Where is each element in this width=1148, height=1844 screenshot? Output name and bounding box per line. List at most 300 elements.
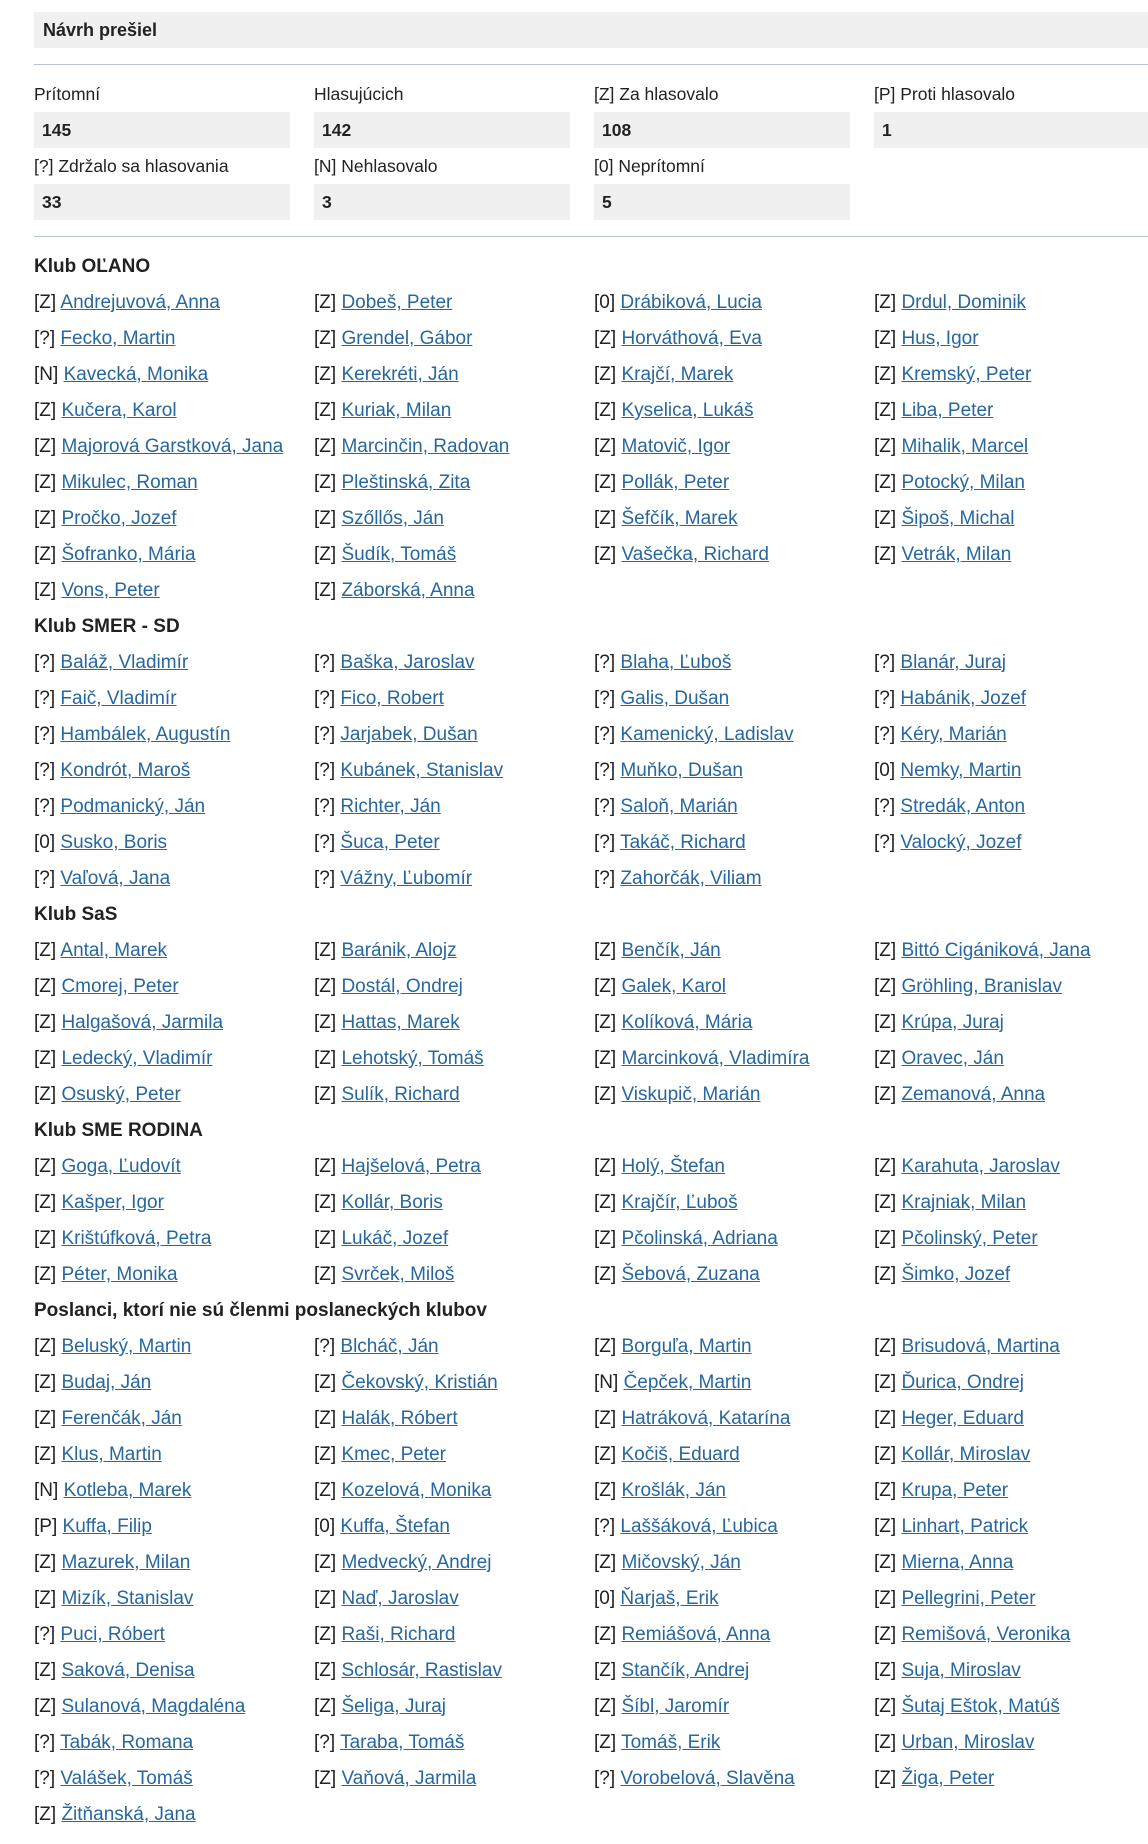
- member-link[interactable]: Potocký, Milan: [901, 472, 1025, 493]
- vote-code: [?]: [314, 688, 336, 709]
- member-link[interactable]: Záborská, Anna: [341, 580, 475, 601]
- vote-code: [Z]: [314, 436, 337, 457]
- member-entry: [594, 1443, 740, 1467]
- member-entry: [314, 1623, 456, 1647]
- stat-label: [Z] Za hlasovalo: [594, 84, 719, 104]
- vote-code: [?]: [594, 832, 616, 853]
- member-entry: [34, 867, 170, 891]
- member-entry: [314, 435, 509, 459]
- member-link[interactable]: Kollár, Boris: [341, 1192, 443, 1213]
- member-entry: [874, 1155, 1060, 1179]
- divider-stats: [34, 236, 1148, 237]
- member-entry: [874, 1011, 1004, 1035]
- member-link[interactable]: Drábiková, Lucia: [620, 292, 762, 313]
- member-link[interactable]: Bittó Cigániková, Jana: [901, 940, 1091, 961]
- member-link[interactable]: Taraba, Tomáš: [340, 1732, 465, 1753]
- member-link[interactable]: Ferenčák, Ján: [61, 1408, 182, 1429]
- member-link[interactable]: Čekovský, Kristián: [341, 1372, 498, 1393]
- vote-code: [?]: [34, 652, 56, 673]
- vote-code: [0]: [594, 292, 616, 313]
- member-entry: [594, 759, 743, 783]
- member-link[interactable]: Žitňanská, Jana: [61, 1804, 196, 1825]
- member-link[interactable]: Vážny, Ľubomír: [340, 868, 473, 889]
- vote-code: [0]: [594, 1588, 616, 1609]
- vote-code: [Z]: [314, 940, 337, 961]
- vote-code: [?]: [34, 1732, 56, 1753]
- vote-code: [Z]: [594, 400, 617, 421]
- member-entry: [594, 1011, 752, 1035]
- member-link[interactable]: Vorobelová, Slavěna: [620, 1768, 795, 1789]
- member-entry: [594, 651, 731, 675]
- stat-label: [0] Neprítomní: [594, 156, 705, 176]
- vote-code: [?]: [34, 1768, 56, 1789]
- vote-code: [N]: [34, 364, 59, 385]
- member-entry: [314, 1695, 446, 1719]
- stat-value: 5: [594, 184, 850, 220]
- member-link[interactable]: Klus, Martin: [61, 1444, 162, 1465]
- member-entry: [34, 1155, 181, 1179]
- vote-code: [Z]: [594, 328, 617, 349]
- member-link[interactable]: Blcháč, Ján: [340, 1336, 439, 1357]
- vote-code: [Z]: [874, 544, 897, 565]
- vote-code: [Z]: [314, 364, 337, 385]
- member-entry: [874, 507, 1014, 531]
- member-link[interactable]: Pleštinská, Zita: [341, 472, 471, 493]
- member-link[interactable]: Kozelová, Monika: [341, 1480, 492, 1501]
- vote-code: [0]: [34, 832, 56, 853]
- member-entry: [314, 831, 440, 855]
- vote-code: [Z]: [874, 1012, 897, 1033]
- member-link[interactable]: Krupa, Peter: [901, 1480, 1009, 1501]
- member-link[interactable]: Kavecká, Monika: [63, 364, 209, 385]
- member-link[interactable]: Faič, Vladimír: [60, 688, 177, 709]
- member-link[interactable]: Šipoš, Michal: [901, 508, 1015, 529]
- member-link[interactable]: Szőllős, Ján: [341, 508, 444, 529]
- member-entry: [34, 1479, 191, 1503]
- member-link[interactable]: Sulík, Richard: [341, 1084, 460, 1105]
- vote-code: [?]: [34, 868, 56, 889]
- vote-code: [?]: [34, 796, 56, 817]
- member-link[interactable]: Valocký, Jozef: [900, 832, 1022, 853]
- vote-code: [Z]: [874, 976, 897, 997]
- vote-code: [Z]: [314, 1372, 337, 1393]
- member-link[interactable]: Zahorčák, Viliam: [620, 868, 762, 889]
- member-link[interactable]: Suja, Miroslav: [901, 1660, 1021, 1681]
- vote-code: [Z]: [314, 1624, 337, 1645]
- vote-code: [Z]: [314, 472, 337, 493]
- member-link[interactable]: Mazurek, Milan: [61, 1552, 191, 1573]
- member-entry: [34, 687, 177, 711]
- member-link[interactable]: Kyselica, Lukáš: [621, 400, 754, 421]
- member-link[interactable]: Krištúfková, Petra: [61, 1228, 212, 1249]
- member-link[interactable]: Kuriak, Milan: [341, 400, 452, 421]
- member-link[interactable]: Tomáš, Erik: [621, 1732, 721, 1753]
- member-entry: [314, 1587, 459, 1611]
- vote-code: [Z]: [314, 292, 337, 313]
- member-link[interactable]: Nemky, Martin: [900, 760, 1022, 781]
- vote-code: [Z]: [874, 1156, 897, 1177]
- vote-code: [Z]: [34, 1408, 57, 1429]
- member-link[interactable]: Beluský, Martin: [61, 1336, 192, 1357]
- member-entry: [314, 1263, 454, 1287]
- member-link[interactable]: Kubánek, Stanislav: [340, 760, 504, 781]
- member-entry: [874, 1515, 1028, 1539]
- vote-code: [Z]: [314, 544, 337, 565]
- member-entry: [314, 1083, 460, 1107]
- vote-code: [?]: [874, 652, 896, 673]
- member-entry: [594, 399, 753, 423]
- member-link[interactable]: Holý, Štefan: [621, 1156, 725, 1177]
- vote-code: [?]: [594, 1516, 616, 1537]
- member-link[interactable]: Osuský, Peter: [61, 1084, 181, 1105]
- member-entry: [314, 1155, 481, 1179]
- member-link[interactable]: Šofranko, Mária: [61, 544, 196, 565]
- member-link[interactable]: Vašečka, Richard: [621, 544, 769, 565]
- member-link[interactable]: Andrejuvová, Anna: [60, 292, 220, 313]
- member-link[interactable]: Šefčík, Marek: [621, 508, 738, 529]
- member-link[interactable]: Pčolinský, Peter: [901, 1228, 1038, 1249]
- vote-code: [Z]: [314, 1552, 337, 1573]
- member-link[interactable]: Kašper, Igor: [61, 1192, 164, 1213]
- member-entry: [34, 579, 160, 603]
- stat-label: [P] Proti hlasovalo: [874, 84, 1016, 104]
- member-link[interactable]: Krajčír, Ľuboš: [621, 1192, 738, 1213]
- member-entry: [314, 1011, 460, 1035]
- member-entry: [594, 1479, 726, 1503]
- member-link[interactable]: Ďurica, Ondrej: [901, 1372, 1024, 1393]
- member-link[interactable]: Drdul, Dominik: [901, 292, 1027, 313]
- member-link[interactable]: Marcinková, Vladimíra: [621, 1048, 810, 1069]
- member-link[interactable]: Majorová Garstková, Jana: [61, 436, 284, 457]
- member-link[interactable]: Takáč, Richard: [620, 832, 746, 853]
- member-link[interactable]: Kotleba, Marek: [63, 1480, 192, 1501]
- member-link[interactable]: Zemanová, Anna: [901, 1084, 1046, 1105]
- member-entry: [874, 1659, 1021, 1683]
- member-entry: [594, 1551, 741, 1575]
- member-entry: [874, 471, 1025, 495]
- vote-code: [Z]: [874, 1552, 897, 1573]
- stat-value: 33: [34, 184, 290, 220]
- member-link[interactable]: Mihalik, Marcel: [901, 436, 1029, 457]
- member-link[interactable]: Žiga, Peter: [901, 1768, 995, 1789]
- member-entry: [314, 687, 444, 711]
- member-link[interactable]: Saloň, Marián: [620, 796, 738, 817]
- member-entry: [874, 651, 1006, 675]
- member-link[interactable]: Lukáč, Jozef: [341, 1228, 449, 1249]
- member-link[interactable]: Svrček, Miloš: [341, 1264, 455, 1285]
- member-entry: [314, 507, 444, 531]
- club-title: Klub SME RODINA: [34, 1120, 203, 1141]
- member-entry: [34, 1047, 212, 1071]
- member-link[interactable]: Oravec, Ján: [901, 1048, 1004, 1069]
- member-link[interactable]: Halgašová, Jarmila: [61, 1012, 224, 1033]
- vote-code: [?]: [34, 724, 56, 745]
- member-link[interactable]: Kollár, Miroslav: [901, 1444, 1031, 1465]
- vote-code: [Z]: [874, 1480, 897, 1501]
- member-link[interactable]: Antal, Marek: [60, 940, 168, 961]
- member-link[interactable]: Pročko, Jozef: [61, 508, 177, 529]
- member-entry: [594, 687, 729, 711]
- member-link[interactable]: Lehotský, Tomáš: [341, 1048, 484, 1069]
- vote-code: [Z]: [34, 436, 57, 457]
- member-entry: [874, 1443, 1030, 1467]
- member-entry: [594, 795, 738, 819]
- vote-code: [Z]: [314, 1660, 337, 1681]
- member-link[interactable]: Blanár, Juraj: [900, 652, 1007, 673]
- vote-code: [Z]: [34, 544, 57, 565]
- member-link[interactable]: Tabák, Romana: [60, 1732, 194, 1753]
- member-link[interactable]: Hattas, Marek: [341, 1012, 460, 1033]
- member-link[interactable]: Šuca, Peter: [340, 832, 440, 853]
- member-entry: [874, 543, 1011, 567]
- member-entry: [314, 1515, 450, 1539]
- member-entry: [594, 831, 746, 855]
- member-link[interactable]: Halák, Róbert: [341, 1408, 458, 1429]
- vote-code: [Z]: [874, 364, 897, 385]
- member-entry: [314, 1767, 476, 1791]
- member-entry: [594, 1731, 720, 1755]
- member-link[interactable]: Pollák, Peter: [621, 472, 730, 493]
- vote-code: [?]: [874, 724, 896, 745]
- member-entry: [314, 1407, 458, 1431]
- member-entry: [874, 795, 1025, 819]
- member-link[interactable]: Gröhling, Branislav: [901, 976, 1062, 997]
- member-link[interactable]: Fecko, Martin: [60, 328, 176, 349]
- member-link[interactable]: Kondrót, Maroš: [60, 760, 191, 781]
- member-link[interactable]: Krajčí, Marek: [621, 364, 734, 385]
- member-entry: [314, 1191, 443, 1215]
- vote-code: [?]: [594, 760, 616, 781]
- member-link[interactable]: Cmorej, Peter: [61, 976, 179, 997]
- member-link[interactable]: Podmanický, Ján: [60, 796, 206, 817]
- member-link[interactable]: Šebová, Zuzana: [621, 1264, 760, 1285]
- member-link[interactable]: Mičovský, Ján: [621, 1552, 741, 1573]
- member-link[interactable]: Kéry, Marián: [900, 724, 1007, 745]
- member-entry: [34, 435, 283, 459]
- member-entry: [314, 1227, 448, 1251]
- member-link[interactable]: Remiášová, Anna: [621, 1624, 771, 1645]
- vote-code: [Z]: [594, 508, 617, 529]
- member-link[interactable]: Baránik, Alojz: [341, 940, 457, 961]
- member-entry: [34, 1803, 196, 1827]
- member-link[interactable]: Laššáková, Ľubica: [620, 1516, 778, 1537]
- divider-top: [34, 64, 1148, 65]
- member-entry: [34, 1731, 193, 1755]
- member-entry: [34, 831, 167, 855]
- vote-code: [Z]: [314, 1228, 337, 1249]
- member-link[interactable]: Hatráková, Katarína: [621, 1408, 791, 1429]
- member-entry: [594, 1623, 770, 1647]
- vote-code: [Z]: [594, 1084, 617, 1105]
- member-link[interactable]: Susko, Boris: [60, 832, 168, 853]
- member-link[interactable]: Stredák, Anton: [900, 796, 1026, 817]
- member-link[interactable]: Krúpa, Juraj: [901, 1012, 1004, 1033]
- member-link[interactable]: Kolíková, Mária: [621, 1012, 753, 1033]
- member-link[interactable]: Šudík, Tomáš: [341, 544, 457, 565]
- member-link[interactable]: Baláž, Vladimír: [60, 652, 189, 673]
- member-link[interactable]: Ledecký, Vladimír: [61, 1048, 213, 1069]
- member-link[interactable]: Blaha, Ľuboš: [620, 652, 732, 673]
- member-link[interactable]: Vetrák, Milan: [901, 544, 1012, 565]
- vote-code: [Z]: [874, 1336, 897, 1357]
- member-link[interactable]: Brisudová, Martina: [901, 1336, 1060, 1357]
- stat-label: Prítomní: [34, 84, 101, 104]
- member-link[interactable]: Hambálek, Augustín: [60, 724, 231, 745]
- member-link[interactable]: Viskupič, Marián: [621, 1084, 761, 1105]
- member-link[interactable]: Mizík, Stanislav: [61, 1588, 194, 1609]
- vote-code: [Z]: [314, 1084, 337, 1105]
- club-title: Klub SaS: [34, 904, 118, 925]
- member-link[interactable]: Šíbl, Jaromír: [621, 1696, 730, 1717]
- member-link[interactable]: Vaľová, Jana: [60, 868, 171, 889]
- member-link[interactable]: Šutaj Eštok, Matúš: [901, 1696, 1060, 1717]
- vote-code: [?]: [314, 760, 336, 781]
- member-entry: [874, 1479, 1008, 1503]
- member-entry: [874, 1587, 1036, 1611]
- member-entry: [874, 1191, 1026, 1215]
- member-link[interactable]: Kamenický, Ladislav: [620, 724, 794, 745]
- member-entry: [594, 291, 762, 315]
- vote-code: [?]: [34, 1624, 56, 1645]
- stat-value: 1: [874, 112, 1148, 148]
- member-link[interactable]: Linhart, Patrick: [901, 1516, 1029, 1537]
- vote-code: [Z]: [314, 400, 337, 421]
- vote-code: [Z]: [874, 1768, 897, 1789]
- member-entry: [314, 327, 472, 351]
- member-link[interactable]: Muňko, Dušan: [620, 760, 743, 781]
- member-link[interactable]: Liba, Peter: [901, 400, 994, 421]
- member-link[interactable]: Krošlák, Ján: [621, 1480, 726, 1501]
- member-entry: [594, 1155, 725, 1179]
- member-link[interactable]: Kuffa, Štefan: [340, 1516, 450, 1537]
- member-link[interactable]: Vons, Peter: [61, 580, 160, 601]
- vote-code: [Z]: [874, 1264, 897, 1285]
- member-link[interactable]: Čepček, Martin: [623, 1372, 752, 1393]
- member-entry: [594, 939, 721, 963]
- member-link[interactable]: Kočiš, Eduard: [621, 1444, 740, 1465]
- member-entry: [594, 327, 762, 351]
- member-link[interactable]: Jarjabek, Dušan: [340, 724, 478, 745]
- member-link[interactable]: Medvecký, Andrej: [341, 1552, 492, 1573]
- member-link[interactable]: Schlosár, Rastislav: [341, 1660, 502, 1681]
- member-link[interactable]: Stančík, Andrej: [621, 1660, 750, 1681]
- member-link[interactable]: Grendel, Gábor: [341, 328, 473, 349]
- member-entry: [34, 1227, 211, 1251]
- member-link[interactable]: Budaj, Ján: [61, 1372, 152, 1393]
- member-link[interactable]: Marcinčin, Radovan: [341, 436, 510, 457]
- member-link[interactable]: Naď, Jaroslav: [341, 1588, 459, 1609]
- member-link[interactable]: Hus, Igor: [901, 328, 979, 349]
- member-link[interactable]: Pčolinská, Adriana: [621, 1228, 778, 1249]
- vote-code: [P]: [34, 1516, 58, 1537]
- member-link[interactable]: Šeliga, Juraj: [341, 1696, 447, 1717]
- member-entry: [874, 759, 1021, 783]
- member-link[interactable]: Karahuta, Jaroslav: [901, 1156, 1060, 1177]
- vote-code: [?]: [314, 1336, 336, 1357]
- member-link[interactable]: Puci, Róbert: [60, 1624, 165, 1645]
- vote-code: [?]: [314, 868, 336, 889]
- member-link[interactable]: Borguľa, Martin: [621, 1336, 752, 1357]
- member-entry: [34, 939, 167, 963]
- member-link[interactable]: Vaňová, Jarmila: [341, 1768, 477, 1789]
- member-entry: [874, 1371, 1024, 1395]
- member-link[interactable]: Šimko, Jozef: [901, 1264, 1011, 1285]
- vote-code: [?]: [34, 328, 56, 349]
- member-entry: [874, 1695, 1060, 1719]
- vote-code: [Z]: [34, 1048, 57, 1069]
- member-link[interactable]: Dobeš, Peter: [341, 292, 453, 313]
- member-link[interactable]: Kučera, Karol: [61, 400, 177, 421]
- member-entry: [314, 867, 472, 891]
- member-link[interactable]: Horváthová, Eva: [621, 328, 762, 349]
- member-link[interactable]: Matovič, Igor: [621, 436, 731, 457]
- member-entry: [874, 1551, 1013, 1575]
- member-link[interactable]: Raši, Richard: [341, 1624, 456, 1645]
- vote-code: [Z]: [314, 1192, 337, 1213]
- member-link[interactable]: Kuffa, Filip: [62, 1516, 152, 1537]
- member-link[interactable]: Goga, Ľudovít: [61, 1156, 181, 1177]
- member-link[interactable]: Saková, Denisa: [61, 1660, 195, 1681]
- vote-code: [Z]: [594, 1552, 617, 1573]
- member-entry: [34, 1623, 165, 1647]
- vote-code: [Z]: [314, 1588, 337, 1609]
- member-link[interactable]: Galis, Dušan: [620, 688, 730, 709]
- member-link[interactable]: Baška, Jaroslav: [340, 652, 475, 673]
- member-link[interactable]: Sulanová, Magdaléna: [61, 1696, 246, 1717]
- member-link[interactable]: Hajšelová, Petra: [341, 1156, 481, 1177]
- vote-code: [?]: [874, 832, 896, 853]
- member-link[interactable]: Valášek, Tomáš: [60, 1768, 193, 1789]
- member-link[interactable]: Krajniak, Milan: [901, 1192, 1027, 1213]
- member-link[interactable]: Richter, Ján: [340, 796, 441, 817]
- member-entry: [594, 867, 762, 891]
- member-entry: [594, 363, 733, 387]
- member-entry: [594, 471, 729, 495]
- member-link[interactable]: Ňarjaš, Erik: [620, 1588, 719, 1609]
- member-link[interactable]: Péter, Monika: [61, 1264, 178, 1285]
- member-entry: [874, 1767, 994, 1791]
- vote-code: [Z]: [594, 976, 617, 997]
- vote-code: [Z]: [874, 1660, 897, 1681]
- vote-code: [Z]: [34, 1264, 57, 1285]
- vote-code: [Z]: [34, 400, 57, 421]
- member-link[interactable]: Dostál, Ondrej: [341, 976, 463, 997]
- member-link[interactable]: Urban, Miroslav: [901, 1732, 1035, 1753]
- vote-code: [Z]: [594, 1228, 617, 1249]
- member-link[interactable]: Remišová, Veronika: [901, 1624, 1071, 1645]
- member-entry: [314, 471, 470, 495]
- member-link[interactable]: Galek, Karol: [621, 976, 726, 997]
- member-link[interactable]: Kerekréti, Ján: [341, 364, 459, 385]
- member-link[interactable]: Mierna, Anna: [901, 1552, 1014, 1573]
- member-entry: [874, 831, 1022, 855]
- vote-code: [Z]: [874, 472, 897, 493]
- vote-code: [Z]: [314, 1408, 337, 1429]
- member-link[interactable]: Benčík, Ján: [621, 940, 721, 961]
- vote-code: [Z]: [314, 328, 337, 349]
- member-link[interactable]: Kmec, Peter: [341, 1444, 446, 1465]
- member-link[interactable]: Mikulec, Roman: [61, 472, 198, 493]
- member-link[interactable]: Habánik, Jozef: [900, 688, 1027, 709]
- member-entry: [34, 1335, 191, 1359]
- member-link[interactable]: Kremský, Peter: [901, 364, 1032, 385]
- member-link[interactable]: Heger, Eduard: [901, 1408, 1024, 1429]
- member-entry: [874, 327, 979, 351]
- member-entry: [594, 1695, 729, 1719]
- member-entry: [874, 363, 1031, 387]
- member-link[interactable]: Fico, Robert: [340, 688, 444, 709]
- member-link[interactable]: Pellegrini, Peter: [901, 1588, 1036, 1609]
